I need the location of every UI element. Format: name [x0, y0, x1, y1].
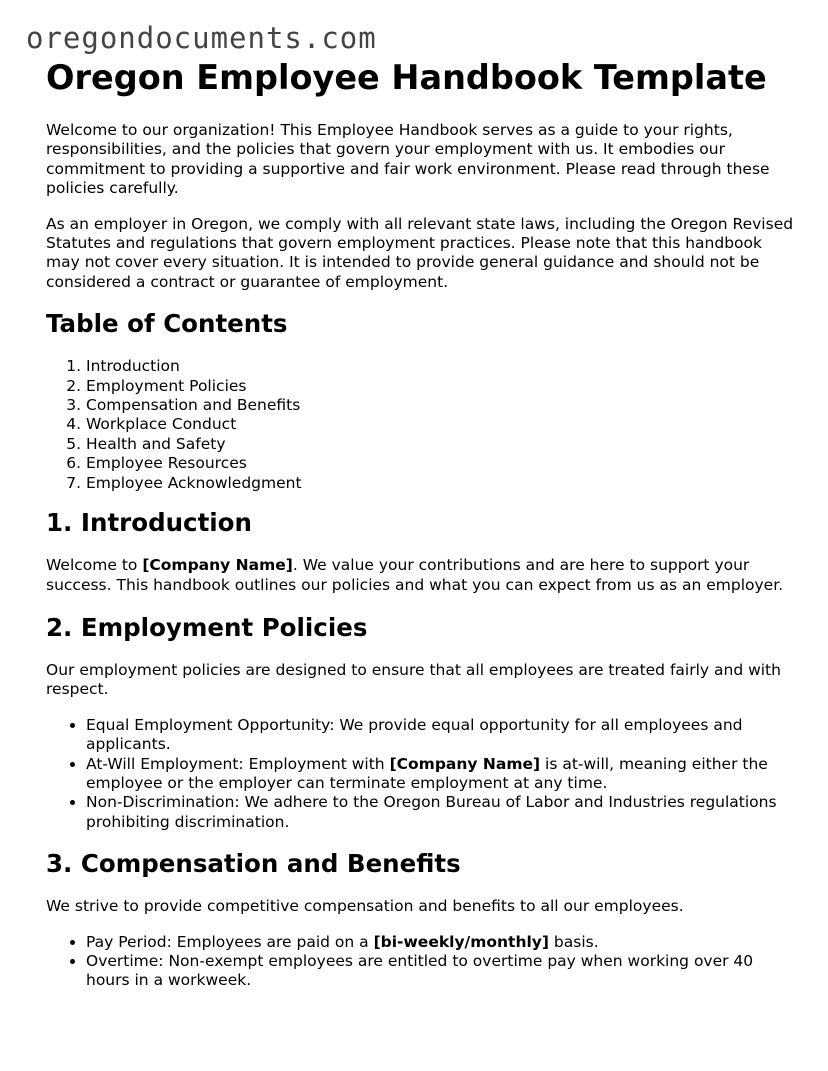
section-2-heading: 2. Employment Policies: [46, 612, 368, 642]
pay-period-placeholder: [bi-weekly/monthly]: [373, 932, 549, 951]
list-item-text-end: basis.: [549, 932, 599, 951]
watermark-site-name: oregondocuments.com: [26, 21, 377, 55]
section-2-list: [46, 716, 796, 832]
company-name-placeholder: [Company Name]: [142, 556, 293, 575]
toc-item: 7. Employee Acknowledgment: [86, 474, 796, 493]
intro-paragraph-1: Welcome to our organization! This Employee Handbook serves as a guide to your rights, responsibilities, and the policies that govern your employment with us. It embodies our commitment to providing a supportive and fair work environment. Please read through these policies carefully.: [46, 121, 770, 198]
list-item: [86, 933, 796, 952]
section-1-text-start: Welcome to: [46, 556, 143, 575]
section-1-paragraph: [46, 556, 796, 595]
document-title: Oregon Employee Handbook Template: [46, 58, 767, 97]
toc-item: 1. Introduction: [86, 357, 796, 376]
intro-paragraph-2: As an employer in Oregon, we comply with all relevant state laws, including the Oregon Revised Statutes and regulations that govern employment practices. Please note that this handbook may not cover every situation. It is intended to provide general guidance and should not be considered a contract or guarantee of employment.: [46, 214, 794, 291]
toc-item: 3. Compensation and Benefits: [86, 396, 796, 415]
toc-heading: Table of Contents: [46, 309, 288, 339]
company-name-placeholder: [Company Name]: [389, 754, 541, 773]
toc-item: 4. Workplace Conduct: [86, 415, 796, 434]
toc-item: 2. Employment Policies: [86, 377, 796, 396]
toc-item: 6. Employee Resources: [86, 454, 796, 473]
section-3-paragraph: We strive to provide competitive compensation and benefits to all our employees.: [46, 897, 684, 916]
list-item-text-start: Pay Period: Employees are paid on a: [86, 932, 374, 951]
list-item: [86, 755, 796, 794]
toc-list: [46, 357, 796, 493]
section-3-heading: 3. Compensation and Benefits: [46, 849, 461, 879]
section-2-paragraph: Our employment policies are designed to ensure that all employees are treated fairly and with respect.: [46, 660, 781, 699]
list-item-text-start: At-Will Employment: Employment with: [86, 754, 390, 773]
section-3-list: [46, 933, 796, 991]
section-1-heading: 1. Introduction: [46, 508, 252, 538]
section-1-text-end: . We value your contributions and are here to support your success. This handbook outlines our policies and what you can expect from us as an employer.: [46, 556, 784, 594]
list-item: • Equal Employment Opportunity: We provide equal opportunity for all employees and applicants.: [86, 716, 796, 755]
document-body: [46, 58, 796, 991]
toc-item: 5. Health and Safety: [86, 435, 796, 454]
list-item-text-end: is at-will, meaning either the employee or the employer can terminate employment at any time.: [86, 754, 768, 792]
list-item: • Non-Discrimination: We adhere to the Oregon Bureau of Labor and Industries regulations prohibiting discrimination.: [86, 793, 796, 832]
list-item: • Overtime: Non-exempt employees are entitled to overtime pay when working over 40 hours in a workweek.: [86, 952, 796, 991]
